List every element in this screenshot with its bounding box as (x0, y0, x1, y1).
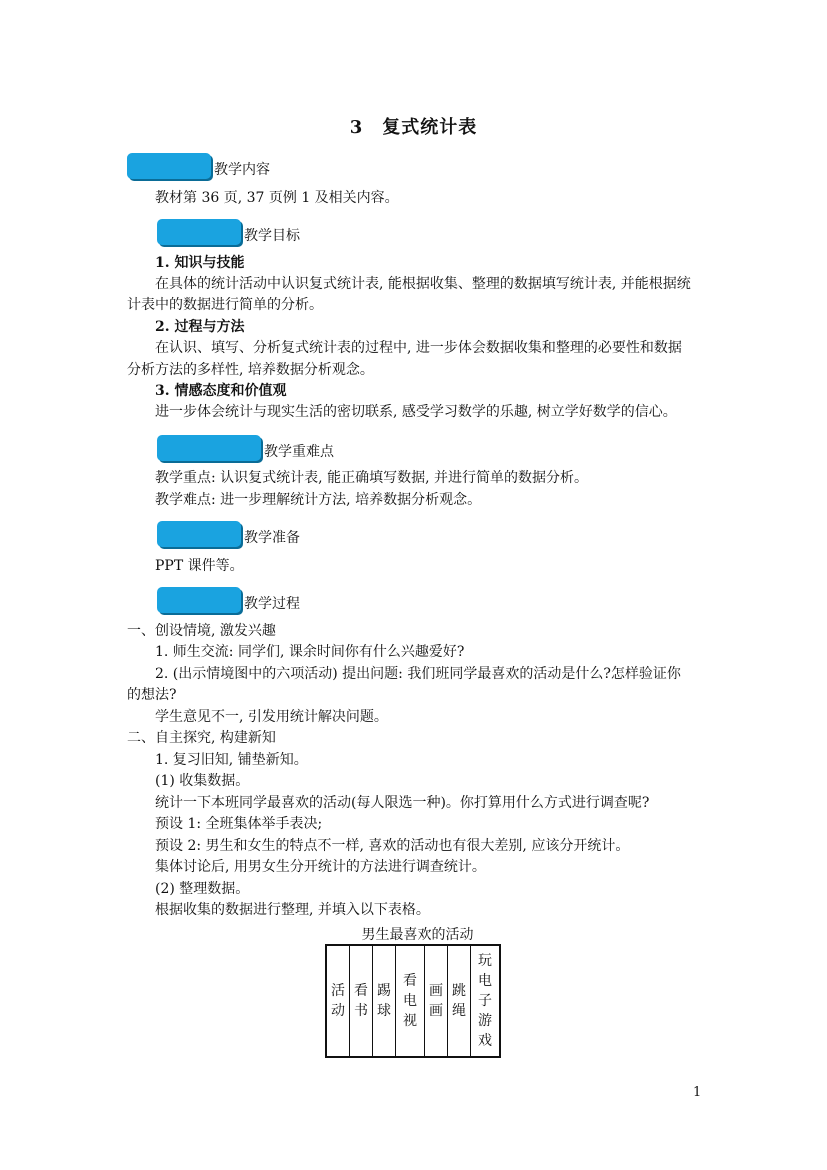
difficult-point-line: 教学难点: 进一步理解统计方法, 培养数据分析观念。 (155, 492, 482, 508)
section-badge (157, 435, 261, 461)
process-line: (1) 收集数据。 (155, 773, 250, 789)
table-cell (373, 945, 396, 1057)
process-line: 预设 1: 全班集体举手表决; (155, 816, 323, 832)
goal-attitude-line1: 进一步体会统计与现实生活的密切联系, 感受学习数学的乐趣, 树立学好数学的信心。 (155, 404, 677, 420)
process-line: 根据收集的数据进行整理, 并填入以下表格。 (155, 902, 430, 918)
section-badge (157, 219, 241, 245)
section-heading: 教学过程 (244, 596, 300, 612)
table-cell (425, 945, 448, 1057)
section-badge (127, 153, 211, 179)
goal-attitude-title: 3. 情感态度和价值观 (155, 383, 287, 399)
process-line: 2. (出示情境图中的六项活动) 提出问题: 我们班同学最喜欢的活动是什么?怎样验证你 (155, 666, 681, 682)
table-cell (326, 945, 350, 1057)
section-badge (157, 587, 241, 613)
cell-text: 看书 (354, 983, 368, 1019)
goal-process-line2: 分析方法的多样性, 培养数据分析观念。 (127, 362, 374, 378)
prep-text: PPT 课件等。 (155, 558, 244, 574)
cell-text: 画画 (429, 983, 443, 1019)
process-line: 一、创设情境, 激发兴趣 (127, 623, 276, 639)
table-cell (396, 945, 425, 1057)
section-heading: 教学准备 (244, 530, 300, 546)
process-line: 1. 复习旧知, 铺垫新知。 (155, 752, 308, 768)
key-point-line: 教学重点: 认识复式统计表, 能正确填写数据, 并进行简单的数据分析。 (155, 470, 588, 486)
table-cell (448, 945, 471, 1057)
process-line: 统计一下本班同学最喜欢的活动(每人限选一种)。你打算用什么方式进行调查呢? (155, 795, 650, 811)
goal-knowledge-line1: 在具体的统计活动中认识复式统计表, 能根据收集、整理的数据填写统计表, 并能根据统 (155, 276, 691, 292)
process-line: 学生意见不一, 引发用统计解决问题。 (155, 709, 388, 725)
cell-text: 玩电子游戏 (478, 953, 492, 1049)
page-title: 3 复式统计表 (349, 117, 478, 138)
cell-text: 看电视 (403, 973, 417, 1029)
section-heading: 教学内容 (214, 162, 270, 178)
goal-process-line1: 在认识、填写、分析复式统计表的过程中, 进一步体会数据收集和整理的必要性和数据 (155, 340, 682, 356)
goal-knowledge-line2: 计表中的数据进行简单的分析。 (127, 297, 323, 313)
goal-knowledge-title: 1. 知识与技能 (155, 255, 245, 271)
content-text: 教材第 36 页, 37 页例 1 及相关内容。 (155, 190, 399, 206)
cell-text: 踢球 (377, 983, 391, 1019)
cell-text: 活动 (331, 983, 345, 1019)
section-heading: 教学目标 (244, 228, 300, 244)
process-line: 预设 2: 男生和女生的特点不一样, 喜欢的活动也有很大差别, 应该分开统计。 (155, 838, 630, 854)
process-line: 集体讨论后, 用男女生分开统计的方法进行调查统计。 (155, 859, 486, 875)
activity-table (325, 944, 501, 1058)
page-number: 1 (693, 1085, 702, 1100)
table-caption: 男生最喜欢的活动 (361, 927, 474, 943)
table-cell (471, 945, 501, 1057)
cell-text: 跳绳 (452, 983, 466, 1019)
process-line: 的想法? (127, 687, 177, 703)
goal-process-title: 2. 过程与方法 (155, 319, 245, 335)
process-line: (2) 整理数据。 (155, 881, 250, 897)
section-heading: 教学重难点 (264, 444, 334, 460)
table-cell (350, 945, 373, 1057)
section-badge (157, 521, 241, 547)
process-line: 二、自主探究, 构建新知 (127, 730, 276, 746)
process-line: 1. 师生交流: 同学们, 课余时间你有什么兴趣爱好? (155, 644, 465, 660)
table-row (326, 945, 500, 1057)
